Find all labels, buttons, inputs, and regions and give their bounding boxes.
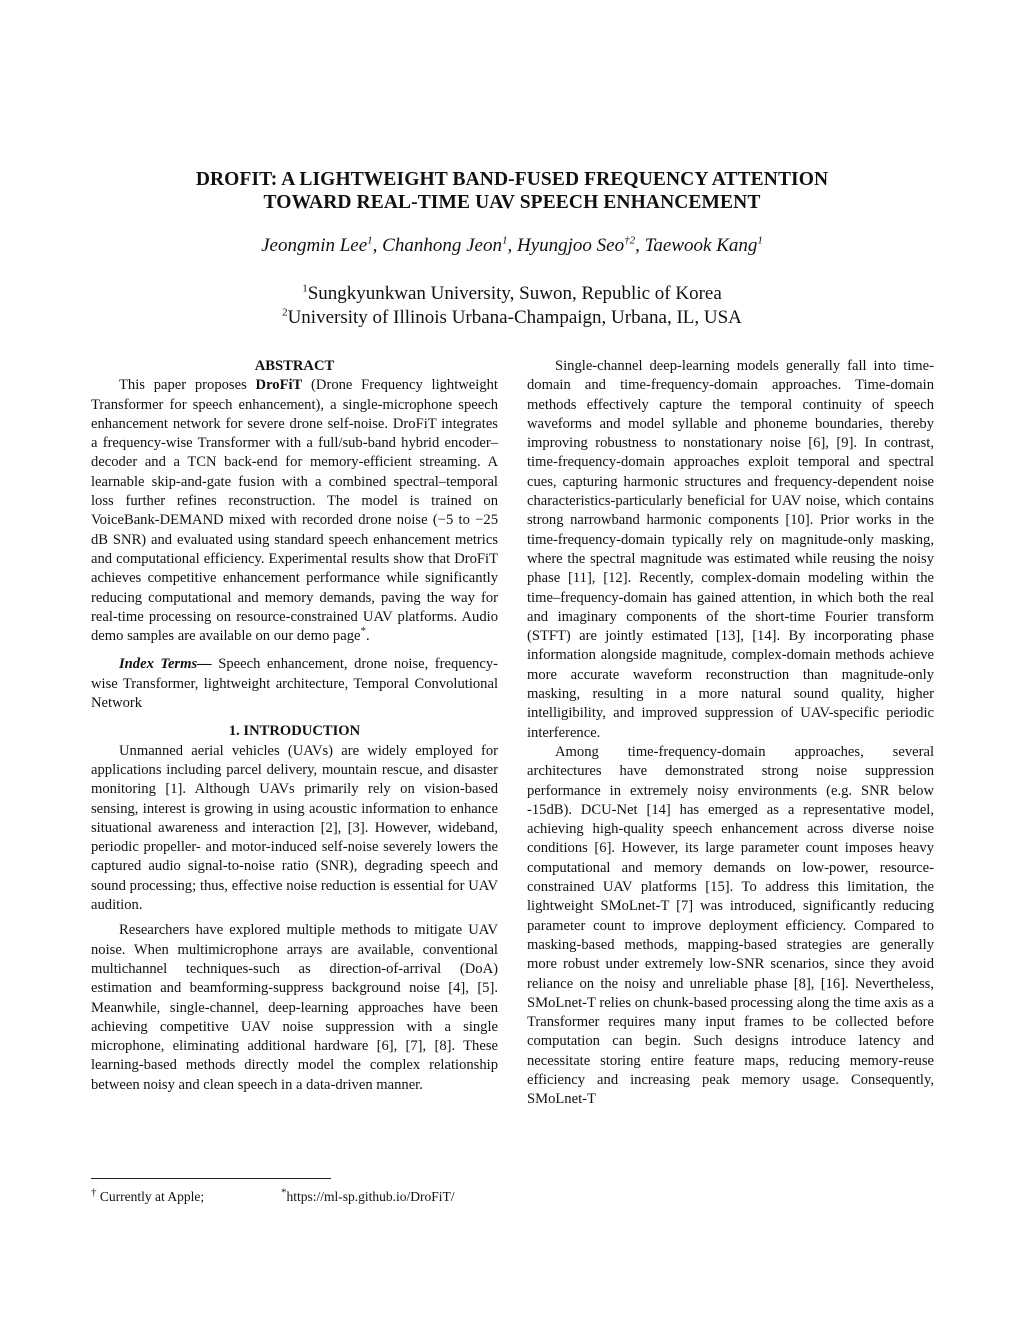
right-paragraph-2: Among time-frequency-domain approaches, several architectures have demonstrated strong noise suppression performance in extremely noisy environments (e.g. SNR below -15dB). DCU-Net [14] has emerged as a representative model, achieving high-quality speech enhancement across diverse noise conditions [6]. However, its large parameter count imposes heavy computational and memory demands on low-power, resource-constrained UAV platforms [15]. To address this limitation, the lightweight SMoLnet-T [7] was introduced, significantly reducing parameter count to improve deployment efficiency. Compared to masking-based methods, mapping-based strategies are generally more robust under extremely low-SNR scenarios, since they avoid reliance on the noisy and unreliable phase [8], [16]. Nevertheless, SMoLnet-T relies on chunk-based processing along the time axis as a Transformer requires many input frames to be collected before computation can begin. Such designs introduce latency and necessitate storing entire feature maps, reducing memory-reuse efficiency and increasing peak memory usage. Consequently, SMoLnet-T [527,743,934,1108]
abstract-body [91,376,498,646]
abstract-model-name: DroFiT [255,377,303,394]
affiliation-2 [0,306,1024,330]
affiliation-text: University of Illinois Urbana-Champaign, Urbana, IL, USA [287,307,742,328]
author-name: Taewook Kang [644,235,758,256]
author-name: Hyungjoo Seo [516,235,625,256]
affiliation-list [0,282,1024,330]
affiliation-text: Sungkyunkwan University, Suwon, Republic of Korea [307,283,722,304]
abstract-text-end: . [365,628,370,645]
abstract-text-main: (Drone Frequency lightweight Transformer for speech enhancement), a single-microphone speech enhancement network for severe drone self-noise. DroFiT integrates a frequency-wise Transformer with a full/sub-band hybrid encoder–decoder and a TCN back-end for memory-efficient streaming. A learnable skip-and-gate fusion with a combined spectral–temporal loss further refines reconstruction. The model is trained on VoiceBank-DEMAND mixed with recorded drone noise (−5 to −25 dB SNR) and evaluated using standard speech enhancement metrics and computational efficiency. Experimental results show that DroFiT achieves competitive enhancement performance while significantly reducing computational and memory demands, paving the way for real-time processing on resource-constrained UAV platforms. Audio demo samples are available on our demo page [91,377,498,645]
affiliation-1 [0,282,1024,306]
affiliation-mark: 2 [282,306,288,319]
index-terms-text: Speech enhancement, drone noise, frequency-wise Transformer, lightweight architecture, Temporal Convolutional Network [91,656,498,712]
index-terms [91,655,498,713]
demo-url[interactable]: https://ml-sp.github.io/DroFiT/ [286,1189,455,1204]
author-separator: , [372,235,383,256]
footnote-text: Currently at Apple; [96,1189,205,1204]
index-terms-label: Index Terms— [119,656,212,673]
abstract-text-pre: This paper proposes [119,377,256,394]
intro-paragraph-1: Unmanned aerial vehicles (UAVs) are widely employed for applications including parcel delivery, mountain rescue, and disaster monitoring [1]. Although UAVs primarily rely on vision-based sensing, interest is growing in using acoustic information to enhance situational awareness and interaction [2], [3]. However, wideband, periodic propeller- and motor-induced self-noise severely lowers the captured audio signal-to-noise ratio (SNR), degrading speech and sound processing; thus, effective noise reduction is essential for UAV audition. [91,742,498,914]
right-column [527,357,934,1110]
author-name: Jeongmin Lee [261,235,368,256]
footnote-mark: * [281,1186,287,1199]
author-separator: , [507,235,517,256]
author-mark: 1 [757,234,763,247]
author-name: Chanhong Jeon [382,235,502,256]
author-mark: 1 [367,234,373,247]
author-mark: 1 [501,234,508,247]
title-line-2: TOWARD REAL-TIME UAV SPEECH ENHANCEMENT [263,192,761,213]
affiliation-mark: 1 [302,282,308,295]
footnote-mark: † [91,1186,97,1199]
author-separator: , [635,235,645,256]
footnote-affiliation [91,1188,204,1206]
abstract-heading: ABSTRACT [254,358,335,374]
demo-footnote-mark: * [360,625,366,638]
introduction-heading: 1. INTRODUCTION [228,723,361,740]
right-paragraph-1: Single-channel deep-learning models generally fall into time-domain and time-frequency-domain approaches. Time-domain methods effectively capture the temporal continuity of speech waveforms and model syllable and phoneme boundaries, thereby improving robustness to nonstationary noise [6], [9]. In contrast, time-frequency-domain approaches exploit temporal and spectral cues, capturing harmonic structures and frequency-dependent noise characteristics-particularly beneficial for UAV noise, which contains strong narrowband harmonic components [10]. Prior works in the time-frequency-domain typically rely on magnitude-only masking, where the spectral magnitude was estimated while reusing the noisy phase [11], [12]. Recently, complex-domain modeling within the time–frequency-domain has gained attention, in which both the real and imaginary components of the short-time Fourier transform (STFT) are jointly estimated [13], [14]. By incorporating phase information alongside magnitude, complex-domain methods achieve more accurate waveform reconstruction than magnitude-only masking, resulting in a more natural sound quality, higher intelligibility, and improved suppression of UAV-specific periodic interference. [527,358,934,741]
author-mark: †2 [624,234,636,247]
intro-paragraph-2: Researchers have explored multiple methods to mitigate UAV noise. When multimicrophone arrays are available, conventional multichannel techniques-such as direction-of-arrival (DoA) estimation and beamforming-suppress background noise [4], [5]. Meanwhile, single-channel, deep-learning approaches have been achieving competitive UAV noise suppression with a single microphone, eliminating additional hardware [6], [7], [8]. These learning-based methods directly model the complex relationship between noisy and clean speech in a data-driven manner. [91,922,498,1093]
footnote-demo-link [281,1188,455,1206]
author-list [0,234,1024,258]
paper-title [0,168,1024,214]
title-line-1: DROFIT: A LIGHTWEIGHT BAND-FUSED FREQUENCY ATTENTION [195,169,829,190]
footnote-divider [91,1178,331,1179]
left-column [91,357,498,1095]
